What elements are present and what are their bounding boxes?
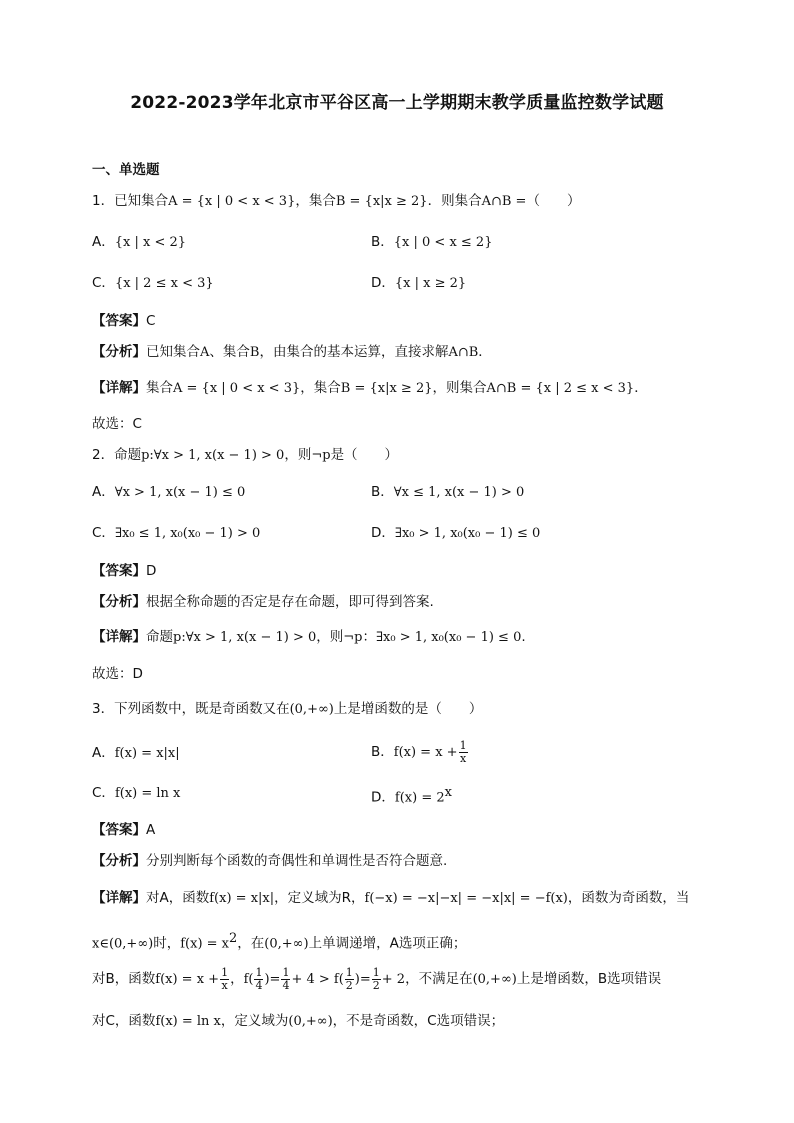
q3-detail-line3: 对B，函数f(x) = x + $\frac{1}{x}$ ，f( $\frac{1}{4}$ )= $\frac{1}{4}$ + 4 > f( $\frac{1}{2}$ )= $\frac{1}{2}$ + 2，不满足在(0,+∞)上是增函数，B选项错误 [92,965,662,992]
q1-stem: 1．已知集合A = {x | 0 < x < 3}，集合B = {x|x ≥ 2}．则集合A∩B =（ ） [92,193,581,209]
fraction: $\frac{1}{x}$ [459,738,467,765]
q2-choice: 故选：D [92,666,143,682]
q3-option-b: B．f(x) = x + $\frac{1}{x}$ [371,738,467,765]
q1-option-a: A．{x | x < 2} [92,234,187,250]
q1-option-b: B．{x | 0 < x ≤ 2} [371,234,493,250]
q1-number: 1． [92,193,115,209]
q1-analysis: 【分析】已知集合A、集合B，由集合的基本运算，直接求解A∩B． [92,344,492,360]
q3-option-c: C．f(x) = ln x [92,785,181,801]
q3-option-d: D．$f(x) = 2^x$ [371,785,452,806]
q1-set-b: B = {x|x ≥ 2} [335,194,428,209]
q3-analysis: 【分析】分别判断每个函数的奇偶性和单调性是否符合题意. [92,853,448,869]
q2-option-b: B．∀x ≤ 1, x(x − 1) > 0 [371,484,525,500]
q1-option-d: D．{x | x ≥ 2} [371,275,467,291]
q2-option-d: D．∃x₀ > 1, x₀(x₀ − 1) ≤ 0 [371,525,541,541]
q2-analysis: 【分析】根据全称命题的否定是存在命题，即可得到答案. [92,594,434,610]
q1-expression: A∩B = [481,194,527,209]
q2-stem: 2．命题p:∀x > 1, x(x − 1) > 0，则¬p是（ ） [92,447,399,463]
section-heading: 一、单选题 [92,162,160,178]
q3-answer: 【答案】A [92,822,156,838]
q3-stem: 3．下列函数中，既是奇函数又在(0,+∞)上是增函数的是（ ） [92,701,483,717]
q3-detail-line4: 对C，函数f(x) = ln x，定义域为(0,+∞)，不是奇函数，C选项错误； [92,1013,505,1029]
q2-option-a: A．∀x > 1, x(x − 1) ≤ 0 [92,484,246,500]
q3-number: 3． [92,701,115,717]
q3-option-a: A．f(x) = x|x| [92,745,180,761]
q3-detail-line1: 【详解】对A，函数f(x) = x|x|，定义域为R，f(−x) = −x|−x| = −x|x| = −f(x)，函数为奇函数，当 [92,890,690,906]
q2-number: 2． [92,447,115,463]
q3-detail-line2: x∈(0,+∞)时，$f(x) = x^2$，在(0,+∞)上单调递增，A选项正确； [92,931,467,952]
q2-detail: 【详解】命题p:∀x > 1, x(x − 1) > 0，则¬p：∃x₀ > 1, x₀(x₀ − 1) ≤ 0. [92,629,526,645]
q2-answer: 【答案】D [92,563,157,579]
document-title: 2022-2023学年北京市平谷区高一上学期期末教学质量监控数学试题 [130,93,664,113]
q1-answer: 【答案】C [92,313,156,329]
q1-option-c: C．{x | 2 ≤ x < 3} [92,275,214,291]
q2-option-c: C．∃x₀ ≤ 1, x₀(x₀ − 1) > 0 [92,525,261,541]
q1-detail: 【详解】集合A = {x | 0 < x < 3}，集合B = {x|x ≥ 2}，则集合A∩B = {x | 2 ≤ x < 3}． [92,380,648,396]
q1-choice: 故选：C [92,416,142,432]
q1-set-a: A = {x | 0 < x < 3} [168,194,296,209]
